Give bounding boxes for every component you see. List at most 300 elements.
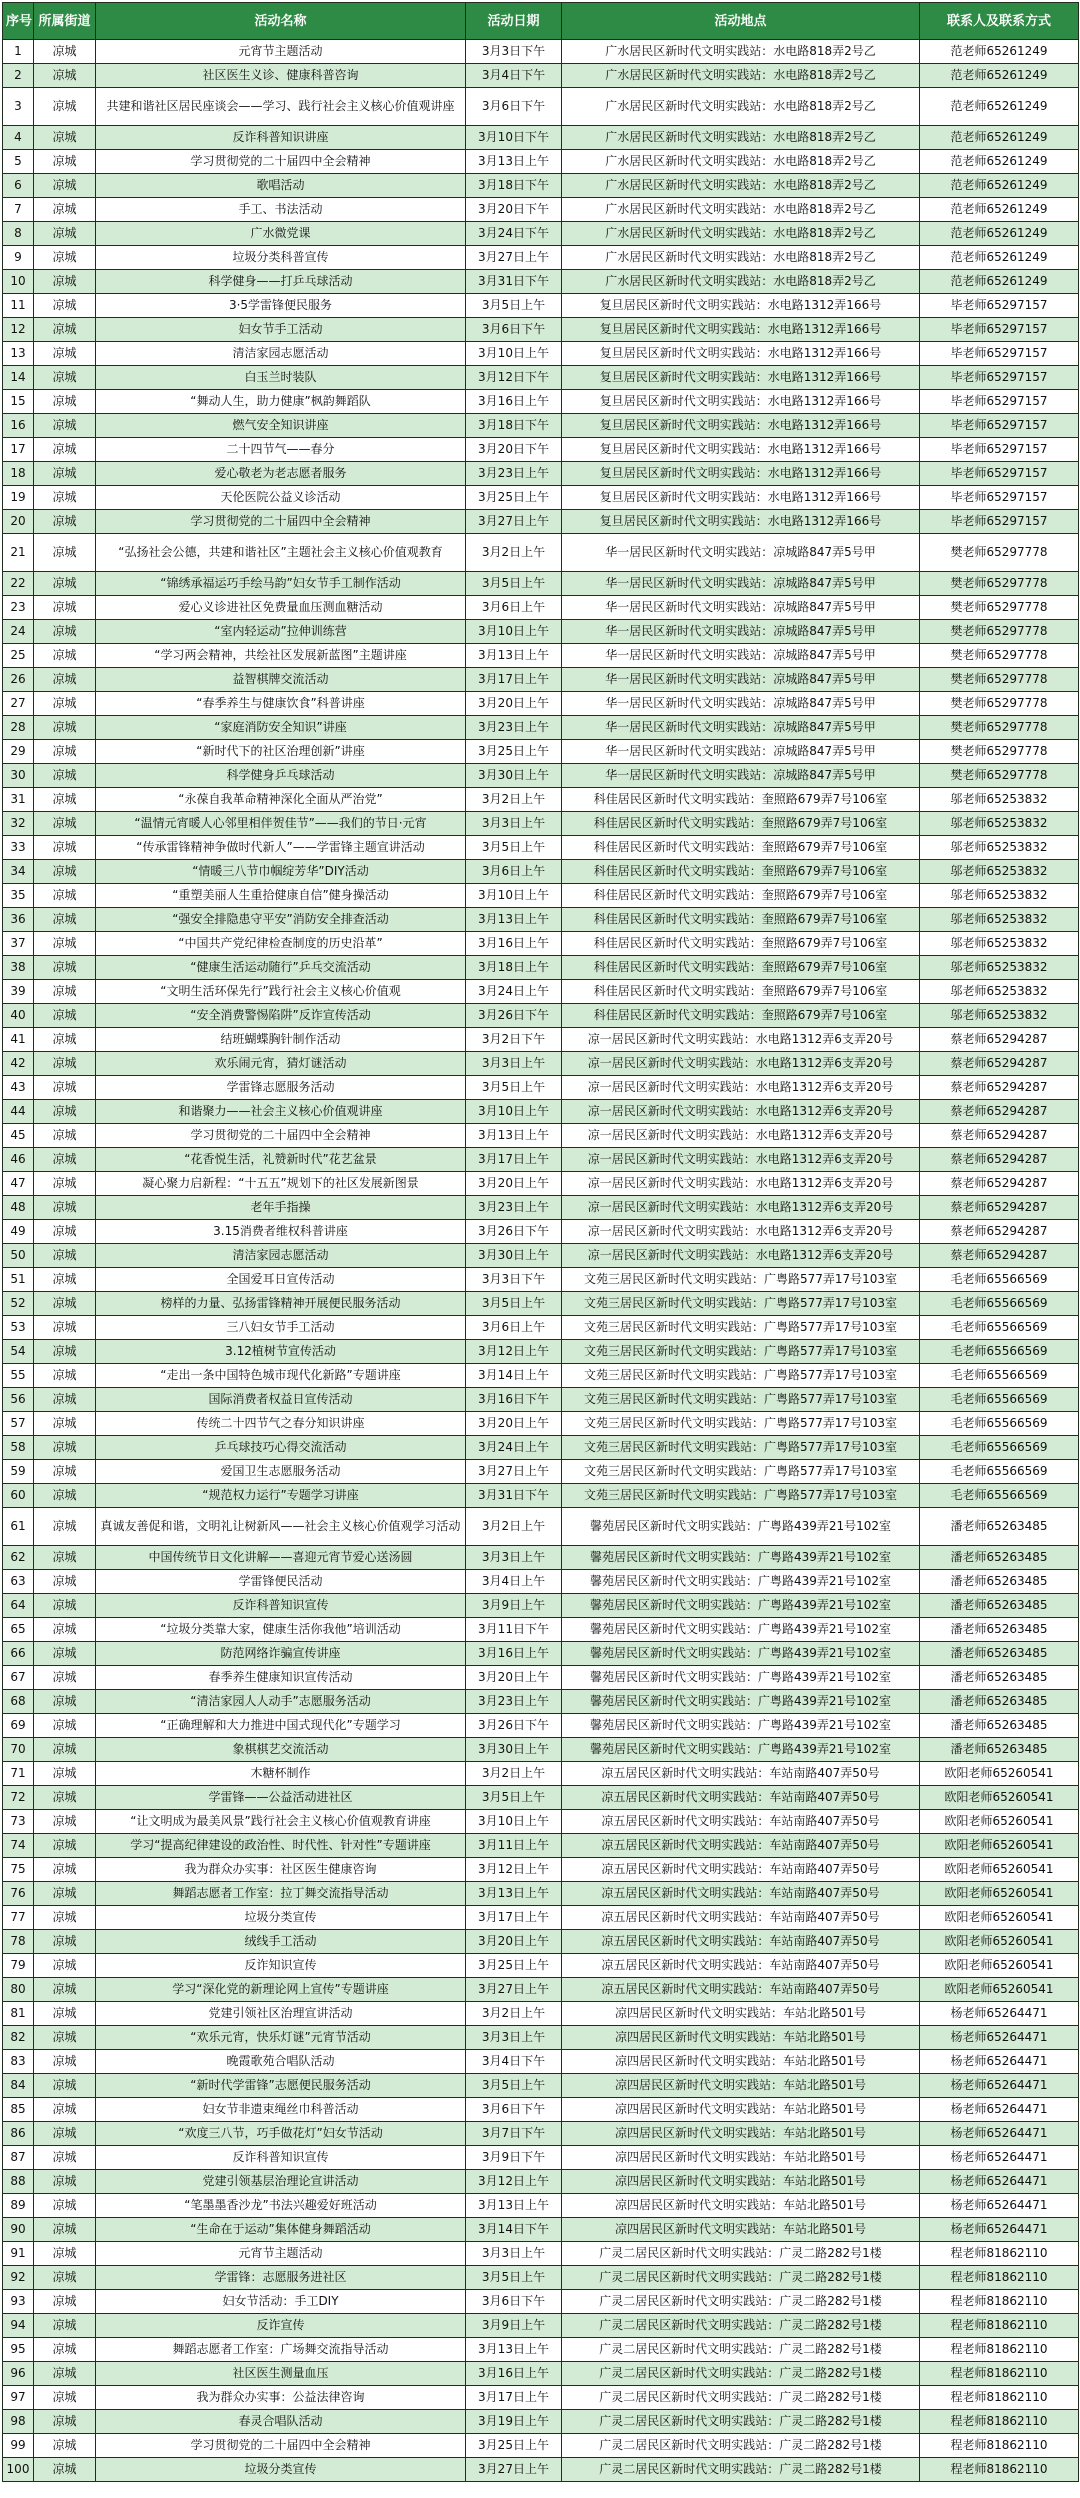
activity-name-cell: “中国共产党纪律检查制度的历史沿革”: [96, 932, 466, 956]
activity-date-cell: 3月11日下午: [466, 1618, 562, 1642]
contact-cell: 樊老师65297778: [920, 668, 1079, 692]
row-number-cell: 96: [3, 2362, 34, 2386]
activity-date-cell: 3月10日下午: [466, 126, 562, 150]
venue-cell: 馨苑居民区新时代文明实践站：广粤路439弄21号102室: [562, 1594, 920, 1618]
activity-name-cell: “重塑美丽人生重拾健康自信”健身操活动: [96, 884, 466, 908]
activity-date-cell: 3月10日上午: [466, 1810, 562, 1834]
row-number-cell: 6: [3, 174, 34, 198]
contact-cell: 程老师81862110: [920, 2314, 1079, 2338]
table-row: [3, 318, 1079, 342]
street-cell: 凉城: [34, 764, 96, 788]
row-number-cell: 13: [3, 342, 34, 366]
activity-name-cell: “弘扬社会公德，共建和谐社区”主题社会主义核心价值观教育: [96, 534, 466, 572]
row-number-cell: 94: [3, 2314, 34, 2338]
activity-date-cell: 3月20日上午: [466, 1412, 562, 1436]
venue-cell: 广灵二居民区新时代文明实践站：广灵二路282号1楼: [562, 2266, 920, 2290]
table-row: [3, 1834, 1079, 1858]
street-cell: 凉城: [34, 1148, 96, 1172]
contact-cell: 范老师65261249: [920, 222, 1079, 246]
activity-name-cell: 燃气安全知识讲座: [96, 414, 466, 438]
row-number-cell: 39: [3, 980, 34, 1004]
activity-name-cell: 清洁家园志愿活动: [96, 1244, 466, 1268]
header-row: [3, 3, 1079, 40]
row-number-cell: 55: [3, 1364, 34, 1388]
activity-name-cell: “锦绣承福运巧手绘马韵”妇女节手工制作活动: [96, 572, 466, 596]
contact-cell: 杨老师65264471: [920, 2026, 1079, 2050]
street-cell: 凉城: [34, 1978, 96, 2002]
contact-cell: 邬老师65253832: [920, 812, 1079, 836]
row-number-cell: 85: [3, 2098, 34, 2122]
table-row: [3, 390, 1079, 414]
contact-cell: 潘老师65263485: [920, 1570, 1079, 1594]
row-number-cell: 42: [3, 1052, 34, 1076]
table-row: [3, 414, 1079, 438]
street-cell: 凉城: [34, 956, 96, 980]
table-row: [3, 1148, 1079, 1172]
street-cell: 凉城: [34, 222, 96, 246]
venue-cell: 凉四居民区新时代文明实践站：车站北路501号: [562, 2098, 920, 2122]
activity-name-cell: 学雷锋：志愿服务进社区: [96, 2266, 466, 2290]
row-number-cell: 34: [3, 860, 34, 884]
contact-cell: 蔡老师65294287: [920, 1148, 1079, 1172]
activity-date-cell: 3月27日上午: [466, 510, 562, 534]
venue-cell: 凉四居民区新时代文明实践站：车站北路501号: [562, 2122, 920, 2146]
activity-name-cell: “安全消费警惕陷阱”反诈宣传活动: [96, 1004, 466, 1028]
row-number-cell: 5: [3, 150, 34, 174]
table-row: [3, 1810, 1079, 1834]
activity-name-cell: “笔墨墨香沙龙”书法兴趣爱好班活动: [96, 2194, 466, 2218]
activity-date-cell: 3月30日上午: [466, 1244, 562, 1268]
activity-name-cell: “让文明成为最美风景”践行社会主义核心价值观教育讲座: [96, 1810, 466, 1834]
table-row: [3, 1762, 1079, 1786]
street-cell: 凉城: [34, 908, 96, 932]
activity-date-cell: 3月3日上午: [466, 2026, 562, 2050]
street-cell: 凉城: [34, 2170, 96, 2194]
street-cell: 凉城: [34, 294, 96, 318]
contact-cell: 毛老师65566569: [920, 1340, 1079, 1364]
street-cell: 凉城: [34, 1316, 96, 1340]
activity-date-cell: 3月5日上午: [466, 572, 562, 596]
table-row: [3, 2074, 1079, 2098]
row-number-cell: 89: [3, 2194, 34, 2218]
street-cell: 凉城: [34, 1124, 96, 1148]
table-row: [3, 126, 1079, 150]
street-cell: 凉城: [34, 572, 96, 596]
row-number-cell: 69: [3, 1714, 34, 1738]
street-cell: 凉城: [34, 692, 96, 716]
street-cell: 凉城: [34, 40, 96, 64]
activity-name-cell: 垃圾分类宣传: [96, 2458, 466, 2482]
activity-name-cell: 天伦医院公益义诊活动: [96, 486, 466, 510]
activity-name-cell: 和谐聚力——社会主义核心价值观讲座: [96, 1100, 466, 1124]
street-cell: 凉城: [34, 1220, 96, 1244]
table-row: [3, 246, 1079, 270]
activity-date-cell: 3月31日下午: [466, 1484, 562, 1508]
activity-date-cell: 3月24日上午: [466, 1436, 562, 1460]
contact-cell: 蔡老师65294287: [920, 1172, 1079, 1196]
activity-name-cell: 反诈科普知识宣传: [96, 1594, 466, 1618]
contact-cell: 邬老师65253832: [920, 860, 1079, 884]
activity-date-cell: 3月13日上午: [466, 1882, 562, 1906]
venue-cell: 华一居民区新时代文明实践站：凉城路847弄5号甲: [562, 620, 920, 644]
contact-cell: 毕老师65297157: [920, 462, 1079, 486]
activity-name-cell: 老年手指操: [96, 1196, 466, 1220]
activity-date-cell: 3月18日下午: [466, 414, 562, 438]
street-cell: 凉城: [34, 2050, 96, 2074]
activity-date-cell: 3月3日上午: [466, 812, 562, 836]
venue-cell: 复旦居民区新时代文明实践站：水电路1312弄166号: [562, 486, 920, 510]
venue-cell: 华一居民区新时代文明实践站：凉城路847弄5号甲: [562, 596, 920, 620]
activity-name-cell: “规范权力运行”专题学习讲座: [96, 1484, 466, 1508]
street-cell: 凉城: [34, 1642, 96, 1666]
contact-cell: 蔡老师65294287: [920, 1052, 1079, 1076]
contact-cell: 毛老师65566569: [920, 1388, 1079, 1412]
contact-cell: 毕老师65297157: [920, 486, 1079, 510]
activity-name-cell: 榜样的力量、弘扬雷锋精神开展便民服务活动: [96, 1292, 466, 1316]
table-row: [3, 1714, 1079, 1738]
activity-date-cell: 3月13日上午: [466, 1124, 562, 1148]
table-row: [3, 1364, 1079, 1388]
activity-date-cell: 3月16日上午: [466, 932, 562, 956]
venue-cell: 广水居民区新时代文明实践站：水电路818弄2号乙: [562, 174, 920, 198]
activity-name-cell: 学习贯彻党的二十届四中全会精神: [96, 510, 466, 534]
contact-cell: 蔡老师65294287: [920, 1028, 1079, 1052]
contact-cell: 邬老师65253832: [920, 1004, 1079, 1028]
activity-name-cell: 学雷锋志愿服务活动: [96, 1076, 466, 1100]
activity-name-cell: 三八妇女节手工活动: [96, 1316, 466, 1340]
venue-cell: 凉一居民区新时代文明实践站：水电路1312弄6支弄20号: [562, 1244, 920, 1268]
activity-name-cell: “家庭消防安全知识”讲座: [96, 716, 466, 740]
activity-date-cell: 3月27日上午: [466, 2458, 562, 2482]
street-cell: 凉城: [34, 2290, 96, 2314]
activity-name-cell: 科学健身乒乓球活动: [96, 764, 466, 788]
activity-date-cell: 3月23日上午: [466, 1690, 562, 1714]
activity-name-cell: “花香悦生活，礼赞新时代”花艺盆景: [96, 1148, 466, 1172]
row-number-cell: 99: [3, 2434, 34, 2458]
activity-date-cell: 3月9日上午: [466, 1594, 562, 1618]
table-row: [3, 884, 1079, 908]
venue-cell: 凉五居民区新时代文明实践站：车站南路407弄50号: [562, 1882, 920, 1906]
activity-date-cell: 3月25日上午: [466, 2434, 562, 2458]
table-row: [3, 596, 1079, 620]
table-row: [3, 1570, 1079, 1594]
contact-cell: 毛老师65566569: [920, 1436, 1079, 1460]
contact-cell: 范老师65261249: [920, 88, 1079, 126]
activity-name-cell: 中国传统节日文化讲解——喜迎元宵节爱心送汤圆: [96, 1546, 466, 1570]
venue-cell: 广灵二居民区新时代文明实践站：广灵二路282号1楼: [562, 2290, 920, 2314]
street-cell: 凉城: [34, 1196, 96, 1220]
venue-cell: 科佳居民区新时代文明实践站：奎照路679弄7号106室: [562, 980, 920, 1004]
table-row: [3, 1954, 1079, 1978]
row-number-cell: 12: [3, 318, 34, 342]
street-cell: 凉城: [34, 2410, 96, 2434]
venue-cell: 馨苑居民区新时代文明实践站：广粤路439弄21号102室: [562, 1546, 920, 1570]
table-row: [3, 2026, 1079, 2050]
venue-cell: 凉五居民区新时代文明实践站：车站南路407弄50号: [562, 1762, 920, 1786]
table-row: [3, 788, 1079, 812]
contact-cell: 杨老师65264471: [920, 2194, 1079, 2218]
activity-name-cell: 反诈宣传: [96, 2314, 466, 2338]
table-row: [3, 1196, 1079, 1220]
contact-cell: 程老师81862110: [920, 2242, 1079, 2266]
table-row: [3, 836, 1079, 860]
street-cell: 凉城: [34, 342, 96, 366]
contact-cell: 樊老师65297778: [920, 716, 1079, 740]
street-cell: 凉城: [34, 836, 96, 860]
venue-cell: 复旦居民区新时代文明实践站：水电路1312弄166号: [562, 462, 920, 486]
activity-date-cell: 3月2日上午: [466, 788, 562, 812]
street-cell: 凉城: [34, 2026, 96, 2050]
activity-name-cell: 国际消费者权益日宣传活动: [96, 1388, 466, 1412]
activity-date-cell: 3月3日上午: [466, 1546, 562, 1570]
activity-name-cell: 真诚友善促和谐，文明礼让树新风——社会主义核心价值观学习活动: [96, 1508, 466, 1546]
table-row: [3, 2314, 1079, 2338]
venue-cell: 复旦居民区新时代文明实践站：水电路1312弄166号: [562, 390, 920, 414]
venue-cell: 凉四居民区新时代文明实践站：车站北路501号: [562, 2194, 920, 2218]
contact-cell: 毕老师65297157: [920, 438, 1079, 462]
venue-cell: 华一居民区新时代文明实践站：凉城路847弄5号甲: [562, 740, 920, 764]
activity-name-cell: 妇女节非遗束绳丝巾科普活动: [96, 2098, 466, 2122]
activity-date-cell: 3月25日上午: [466, 1954, 562, 1978]
activity-date-cell: 3月5日上午: [466, 1786, 562, 1810]
row-number-cell: 60: [3, 1484, 34, 1508]
street-cell: 凉城: [34, 1412, 96, 1436]
activity-name-cell: “欢度三八节，巧手做花灯”妇女节活动: [96, 2122, 466, 2146]
activity-name-cell: 凝心聚力启新程：“十五五”规划下的社区发展新图景: [96, 1172, 466, 1196]
venue-cell: 科佳居民区新时代文明实践站：奎照路679弄7号106室: [562, 836, 920, 860]
row-number-cell: 84: [3, 2074, 34, 2098]
contact-cell: 邬老师65253832: [920, 956, 1079, 980]
activity-date-cell: 3月9日上午: [466, 2314, 562, 2338]
street-cell: 凉城: [34, 1388, 96, 1412]
contact-cell: 毕老师65297157: [920, 414, 1079, 438]
activity-name-cell: 3.12植树节宣传活动: [96, 1340, 466, 1364]
contact-cell: 潘老师65263485: [920, 1714, 1079, 1738]
venue-cell: 文苑三居民区新时代文明实践站：广粤路577弄17号103室: [562, 1316, 920, 1340]
contact-cell: 程老师81862110: [920, 2362, 1079, 2386]
venue-cell: 文苑三居民区新时代文明实践站：广粤路577弄17号103室: [562, 1268, 920, 1292]
street-cell: 凉城: [34, 716, 96, 740]
venue-cell: 凉五居民区新时代文明实践站：车站南路407弄50号: [562, 1834, 920, 1858]
contact-cell: 欧阳老师65260541: [920, 1906, 1079, 1930]
street-cell: 凉城: [34, 2314, 96, 2338]
row-number-cell: 53: [3, 1316, 34, 1340]
street-cell: 凉城: [34, 318, 96, 342]
activity-date-cell: 3月7日下午: [466, 2122, 562, 2146]
venue-cell: 凉五居民区新时代文明实践站：车站南路407弄50号: [562, 1930, 920, 1954]
activity-name-cell: 反诈知识宣传: [96, 1954, 466, 1978]
activity-name-cell: 妇女节手工活动: [96, 318, 466, 342]
contact-cell: 毛老师65566569: [920, 1484, 1079, 1508]
street-cell: 凉城: [34, 126, 96, 150]
venue-cell: 凉四居民区新时代文明实践站：车站北路501号: [562, 2026, 920, 2050]
table-row: [3, 1484, 1079, 1508]
table-row: [3, 1340, 1079, 1364]
activity-date-cell: 3月17日上午: [466, 2386, 562, 2410]
row-number-cell: 51: [3, 1268, 34, 1292]
venue-cell: 复旦居民区新时代文明实践站：水电路1312弄166号: [562, 366, 920, 390]
street-cell: 凉城: [34, 1484, 96, 1508]
row-number-cell: 27: [3, 692, 34, 716]
activity-date-cell: 3月2日上午: [466, 2002, 562, 2026]
contact-cell: 邬老师65253832: [920, 908, 1079, 932]
street-cell: 凉城: [34, 1858, 96, 1882]
table-row: [3, 2386, 1079, 2410]
activity-name-cell: 妇女节活动：手工DIY: [96, 2290, 466, 2314]
venue-cell: 馨苑居民区新时代文明实践站：广粤路439弄21号102室: [562, 1738, 920, 1762]
table-row: [3, 1858, 1079, 1882]
row-number-cell: 100: [3, 2458, 34, 2482]
venue-cell: 广灵二居民区新时代文明实践站：广灵二路282号1楼: [562, 2242, 920, 2266]
activity-date-cell: 3月2日上午: [466, 1508, 562, 1546]
activity-name-cell: 学习贯彻党的二十届四中全会精神: [96, 1124, 466, 1148]
contact-cell: 杨老师65264471: [920, 2122, 1079, 2146]
row-number-cell: 11: [3, 294, 34, 318]
row-number-cell: 76: [3, 1882, 34, 1906]
street-cell: 凉城: [34, 366, 96, 390]
activity-date-cell: 3月26日下午: [466, 1004, 562, 1028]
row-number-cell: 63: [3, 1570, 34, 1594]
street-cell: 凉城: [34, 2434, 96, 2458]
contact-cell: 邬老师65253832: [920, 884, 1079, 908]
street-cell: 凉城: [34, 1594, 96, 1618]
row-number-cell: 45: [3, 1124, 34, 1148]
row-number-cell: 19: [3, 486, 34, 510]
contact-cell: 欧阳老师65260541: [920, 1786, 1079, 1810]
street-cell: 凉城: [34, 174, 96, 198]
activity-name-cell: 党建引领基层治理论宣讲活动: [96, 2170, 466, 2194]
venue-cell: 凉一居民区新时代文明实践站：水电路1312弄6支弄20号: [562, 1052, 920, 1076]
venue-cell: 复旦居民区新时代文明实践站：水电路1312弄166号: [562, 294, 920, 318]
venue-cell: 华一居民区新时代文明实践站：凉城路847弄5号甲: [562, 644, 920, 668]
contact-cell: 范老师65261249: [920, 270, 1079, 294]
activity-date-cell: 3月20日上午: [466, 1930, 562, 1954]
table-row: [3, 2170, 1079, 2194]
contact-cell: 潘老师65263485: [920, 1666, 1079, 1690]
activity-name-cell: 我为群众办实事：公益法律咨询: [96, 2386, 466, 2410]
venue-cell: 广灵二居民区新时代文明实践站：广灵二路282号1楼: [562, 2338, 920, 2362]
contact-cell: 欧阳老师65260541: [920, 1954, 1079, 1978]
activity-date-cell: 3月30日上午: [466, 764, 562, 788]
street-cell: 凉城: [34, 788, 96, 812]
street-cell: 凉城: [34, 2218, 96, 2242]
table-row: [3, 812, 1079, 836]
table-row: [3, 1172, 1079, 1196]
contact-cell: 潘老师65263485: [920, 1508, 1079, 1546]
venue-cell: 文苑三居民区新时代文明实践站：广粤路577弄17号103室: [562, 1460, 920, 1484]
venue-cell: 广水居民区新时代文明实践站：水电路818弄2号乙: [562, 150, 920, 174]
activity-name-cell: 我为群众办实事：社区医生健康咨询: [96, 1858, 466, 1882]
table-row: [3, 1028, 1079, 1052]
activity-name-cell: 垃圾分类科普宣传: [96, 246, 466, 270]
street-cell: 凉城: [34, 414, 96, 438]
row-number-cell: 1: [3, 40, 34, 64]
contact-cell: 潘老师65263485: [920, 1546, 1079, 1570]
row-number-cell: 80: [3, 1978, 34, 2002]
row-number-cell: 93: [3, 2290, 34, 2314]
activity-name-cell: 象棋棋艺交流活动: [96, 1738, 466, 1762]
contact-cell: 樊老师65297778: [920, 534, 1079, 572]
table-row: [3, 1594, 1079, 1618]
street-cell: 凉城: [34, 2146, 96, 2170]
activity-date-cell: 3月6日下午: [466, 318, 562, 342]
activity-schedule-table: [2, 2, 1079, 2482]
activity-name-cell: 欢乐闹元宵，猜灯谜活动: [96, 1052, 466, 1076]
table-row: [3, 1906, 1079, 1930]
venue-cell: 广水居民区新时代文明实践站：水电路818弄2号乙: [562, 222, 920, 246]
street-cell: 凉城: [34, 1364, 96, 1388]
table-row: [3, 1388, 1079, 1412]
activity-name-cell: 春灵合唱队活动: [96, 2410, 466, 2434]
activity-name-cell: 3.15消费者维权科普讲座: [96, 1220, 466, 1244]
activity-date-cell: 3月12日上午: [466, 1340, 562, 1364]
row-number-cell: 46: [3, 1148, 34, 1172]
table-row: [3, 668, 1079, 692]
street-cell: 凉城: [34, 1508, 96, 1546]
table-row: [3, 716, 1079, 740]
table-row: [3, 64, 1079, 88]
contact-cell: 潘老师65263485: [920, 1738, 1079, 1762]
street-cell: 凉城: [34, 668, 96, 692]
activity-name-cell: “清洁家园人人动手”志愿服务活动: [96, 1690, 466, 1714]
row-number-cell: 65: [3, 1618, 34, 1642]
venue-cell: 华一居民区新时代文明实践站：凉城路847弄5号甲: [562, 764, 920, 788]
activity-date-cell: 3月17日上午: [466, 1906, 562, 1930]
header-no: 序号: [3, 3, 34, 40]
activity-date-cell: 3月4日下午: [466, 64, 562, 88]
street-cell: 凉城: [34, 1052, 96, 1076]
venue-cell: 馨苑居民区新时代文明实践站：广粤路439弄21号102室: [562, 1666, 920, 1690]
row-number-cell: 95: [3, 2338, 34, 2362]
row-number-cell: 59: [3, 1460, 34, 1484]
street-cell: 凉城: [34, 932, 96, 956]
row-number-cell: 79: [3, 1954, 34, 1978]
activity-date-cell: 3月5日上午: [466, 1076, 562, 1100]
activity-date-cell: 3月5日上午: [466, 1292, 562, 1316]
table-row: [3, 1220, 1079, 1244]
activity-name-cell: 爱国卫生志愿服务活动: [96, 1460, 466, 1484]
row-number-cell: 22: [3, 572, 34, 596]
table-row: [3, 2122, 1079, 2146]
venue-cell: 广水居民区新时代文明实践站：水电路818弄2号乙: [562, 198, 920, 222]
venue-cell: 广水居民区新时代文明实践站：水电路818弄2号乙: [562, 88, 920, 126]
activity-name-cell: “生命在于运动”集体健身舞蹈活动: [96, 2218, 466, 2242]
contact-cell: 欧阳老师65260541: [920, 1858, 1079, 1882]
table-row: [3, 1124, 1079, 1148]
contact-cell: 范老师65261249: [920, 40, 1079, 64]
activity-date-cell: 3月13日上午: [466, 644, 562, 668]
contact-cell: 蔡老师65294287: [920, 1076, 1079, 1100]
table-row: [3, 2002, 1079, 2026]
venue-cell: 凉五居民区新时代文明实践站：车站南路407弄50号: [562, 1786, 920, 1810]
venue-cell: 凉五居民区新时代文明实践站：车站南路407弄50号: [562, 1810, 920, 1834]
activity-date-cell: 3月25日上午: [466, 740, 562, 764]
row-number-cell: 44: [3, 1100, 34, 1124]
activity-date-cell: 3月2日上午: [466, 534, 562, 572]
activity-name-cell: 反诈科普知识宣传: [96, 2146, 466, 2170]
row-number-cell: 97: [3, 2386, 34, 2410]
table-row: [3, 764, 1079, 788]
activity-date-cell: 3月23日上午: [466, 716, 562, 740]
activity-name-cell: “垃圾分类靠大家，健康生活你我他”培训活动: [96, 1618, 466, 1642]
row-number-cell: 16: [3, 414, 34, 438]
contact-cell: 蔡老师65294287: [920, 1124, 1079, 1148]
row-number-cell: 4: [3, 126, 34, 150]
table-row: [3, 2458, 1079, 2482]
street-cell: 凉城: [34, 2458, 96, 2482]
row-number-cell: 61: [3, 1508, 34, 1546]
street-cell: 凉城: [34, 1786, 96, 1810]
